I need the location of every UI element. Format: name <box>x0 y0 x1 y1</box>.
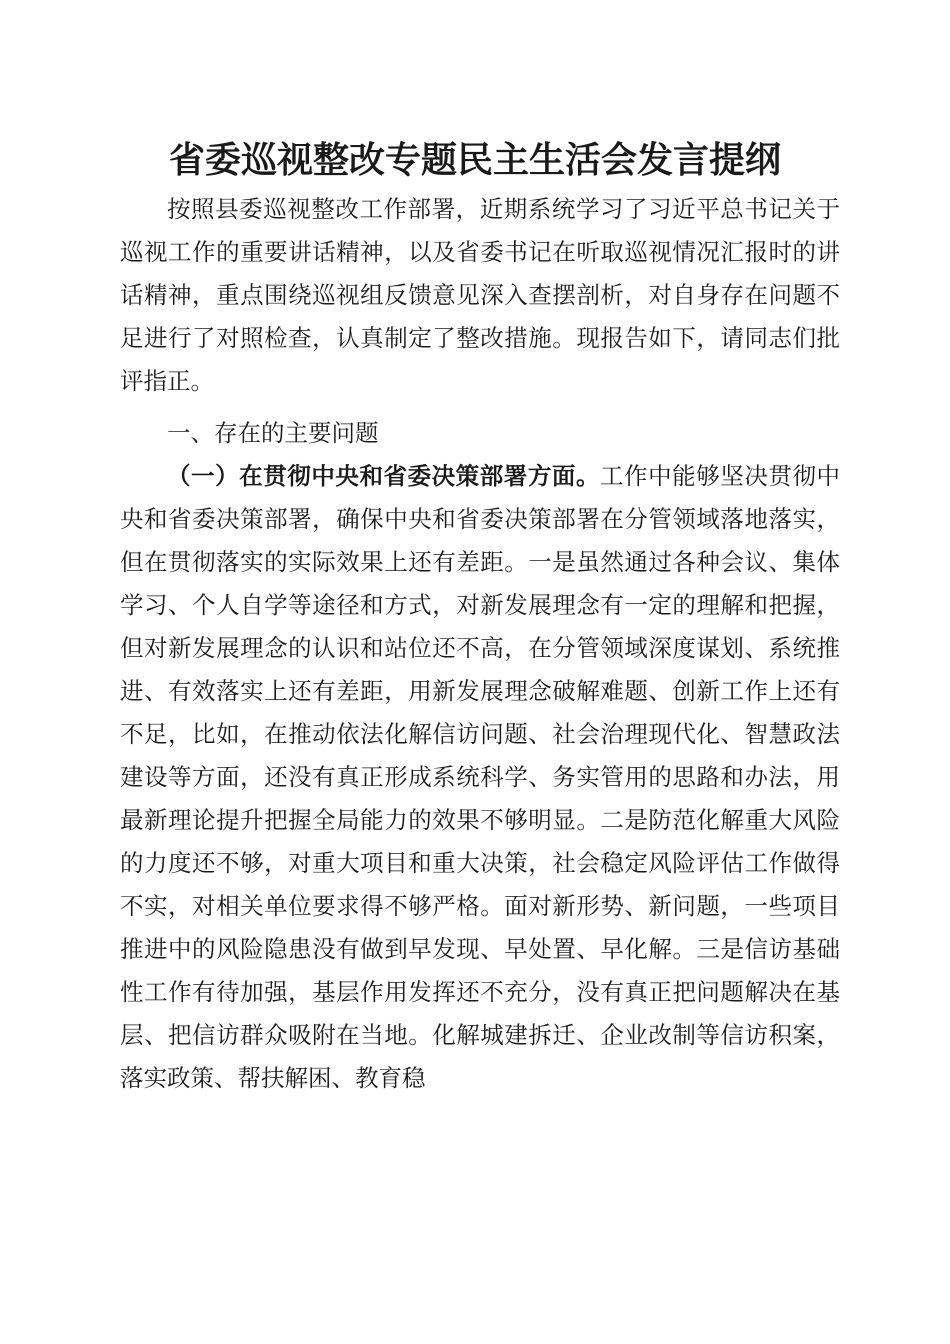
section-heading-block <box>120 412 840 455</box>
subsection-body: 工作中能够坚决贯彻中央和省委决策部署，确保中央和省委决策部署在分管领域落地落实，但在贯彻落实的实际效果上还有差距。一是虽然通过各种会议、集体学习、个人自学等途径和方式，对新发展理念有一定的理解和把握，但对新发展理念的认识和站位还不高，在分管领域深度谋划、系统推进、有效落实上还有差距，用新发展理念破解难题、创新工作上还有不足，比如，在推动依法化解信访问题、社会治理现代化、智慧政法建设等方面，还没有真正形成系统科学、务实管用的思路和办法，用最新理论提升把握全局能力的效果不够明显。二是防范化解重大风险的力度还不够，对重大项目和重大决策，社会稳定风险评估工作做得不实，对相关单位要求得不够严格。面对新形势、新问题，一些项目推进中的风险隐患没有做到早发现、早处置、早化解。三是信访基础性工作有待加强，基层作用发挥还不充分，没有真正把问题解决在基层、把信访群众吸附在当地。化解城建拆迁、企业改制等信访积案，落实政策、帮扶解困、教育稳 <box>120 462 840 1092</box>
subsection-heading: （一）在贯彻中央和省委决策部署方面。 <box>167 462 600 490</box>
intro-paragraph: 按照县委巡视整改工作部署，近期系统学习了习近平总书记关于巡视工作的重要讲话精神，以及省委书记在听取巡视情况汇报时的讲话精神，重点围绕巡视组反馈意见深入查摆剖析，对自身存在问题不足进行了对照检查，认真制定了整改措施。现报告如下，请同志们批评指正。 <box>120 195 840 395</box>
section-heading: 一、存在的主要问题 <box>167 419 379 447</box>
subsection-block <box>120 455 840 1100</box>
document-title: 省委巡视整改专题民主生活会发言提纲 <box>168 139 781 181</box>
intro-block <box>120 188 840 403</box>
subsection-paragraph <box>120 455 840 1100</box>
